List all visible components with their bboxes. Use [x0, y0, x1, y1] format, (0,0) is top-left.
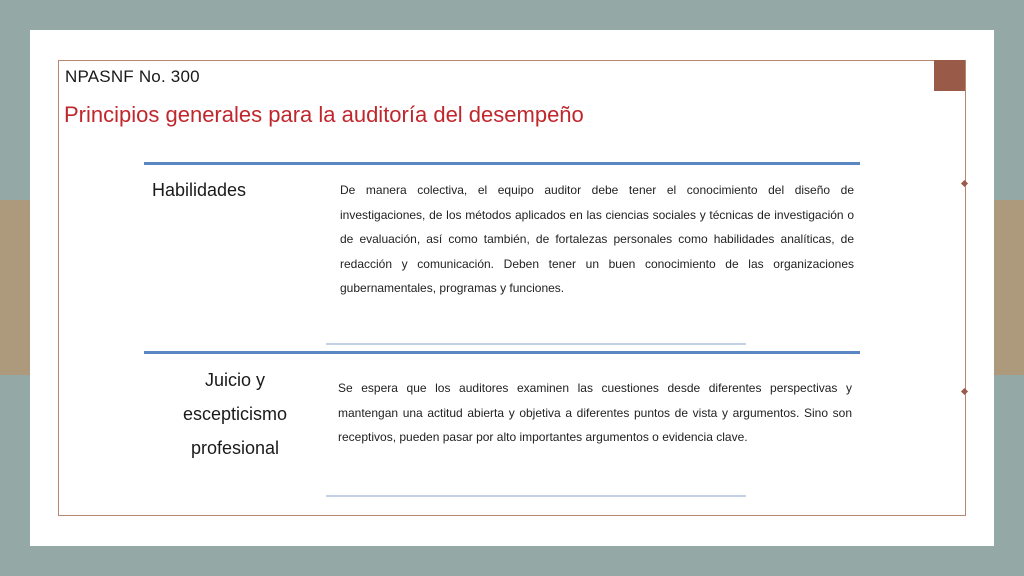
slide-subtitle: NPASNF No. 300 [65, 67, 200, 86]
row-label-judgment: Juicio y escepticismo profesional [182, 370, 288, 458]
corner-accent-square [934, 60, 965, 91]
table-row-divider [144, 162, 860, 165]
row-text-skills: De manera colectiva, el equipo auditor debe tener el conocimiento del diseño de investigaciones, de los métodos aplicados en las ciencias sociales y técnicas de investigación o de evaluación, así como también, de fortalezas personales como habilidades analíticas, de redacción y comunicación. Deben tener un buen conocimiento de las organizaciones gubernamentales, programas y funciones. [340, 183, 854, 295]
left-decor-band [0, 200, 30, 375]
cell-underline [326, 495, 746, 497]
cell-underline [326, 343, 746, 345]
table-row-divider [144, 351, 860, 354]
slide-title: Principios generales para la auditoría del desempeño [64, 102, 584, 127]
row-text-judgment: Se espera que los auditores examinen las cuestiones desde diferentes perspectivas y mantengan una actitud abierta y objetiva a diferentes puntos de vista y argumentos. Sino son receptivos, pueden pasar por alto importantes argumentos o evidencia clave. [338, 381, 852, 444]
slide [30, 30, 994, 546]
row-label-skills: Habilidades [152, 180, 247, 200]
